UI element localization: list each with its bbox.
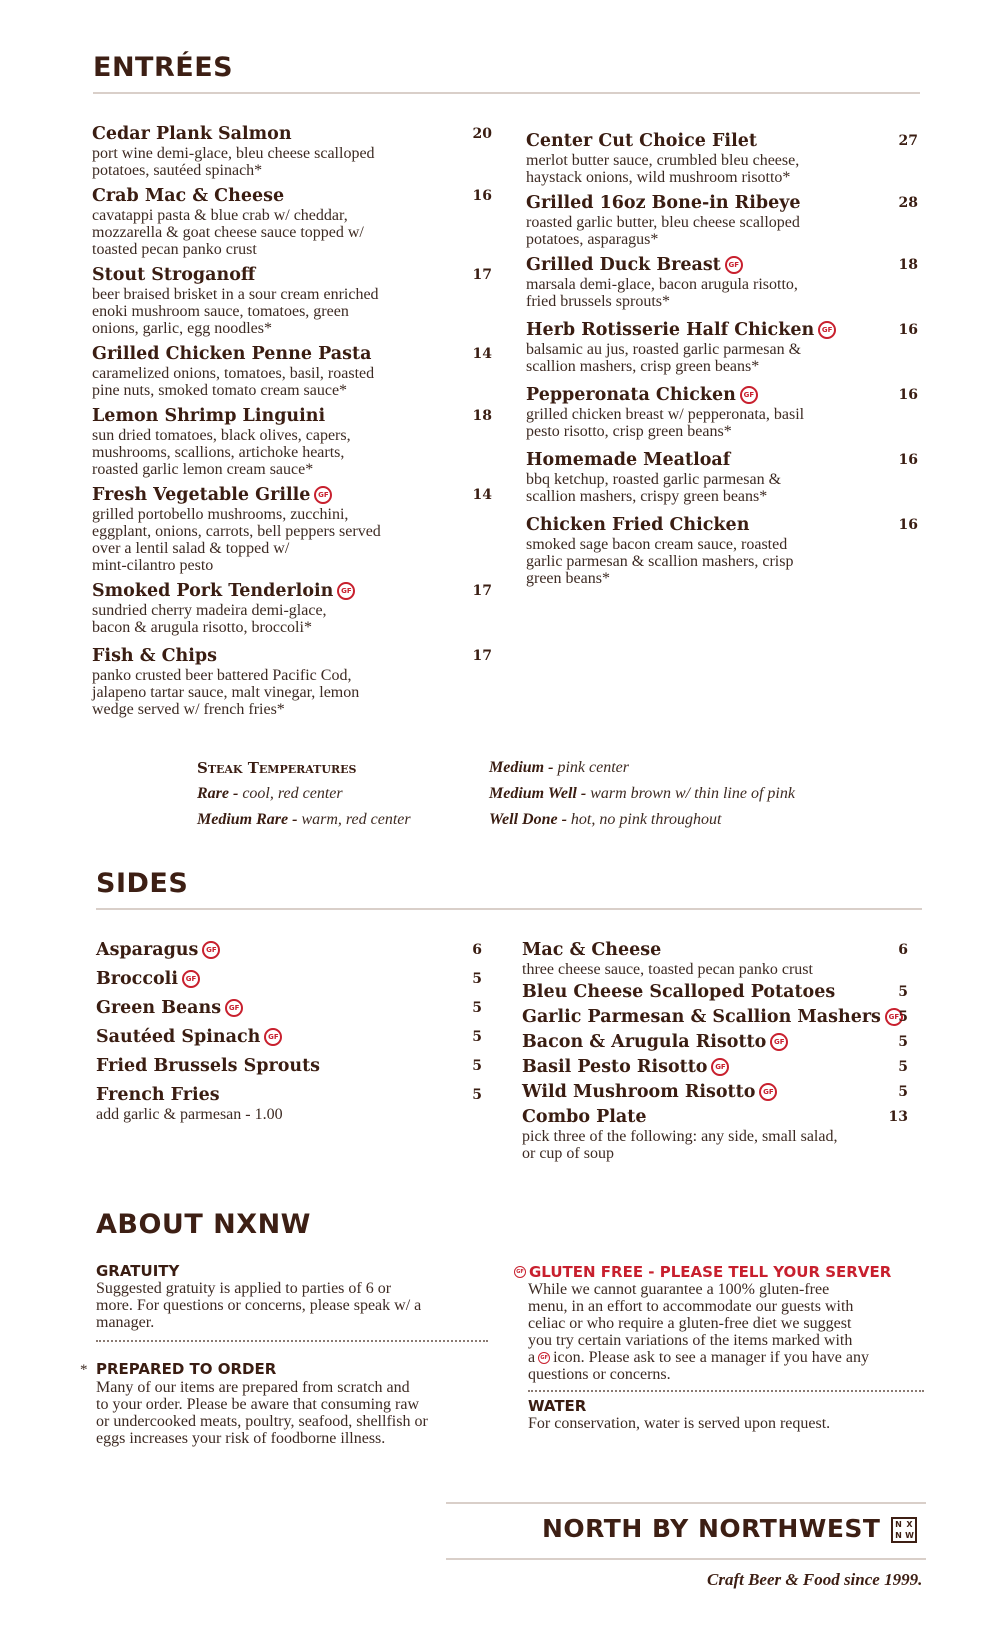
item-description: beer braised brisket in a sour cream enriched [92, 286, 379, 303]
item-description: mozzarella & goat cheese sauce topped w/ [92, 224, 364, 241]
prepared-text [96, 1379, 488, 1447]
item-name: Cedar Plank Salmon [92, 124, 292, 144]
item-description: scallion mashers, crispy green beans* [526, 488, 768, 505]
item-description: pine nuts, smoked tomato cream sauce* [92, 382, 348, 399]
item-price: 16 [472, 188, 492, 204]
item-name: Green Beans [96, 998, 222, 1018]
text-line: For conservation, water is served upon request. [528, 1415, 831, 1432]
text-line: manager. [96, 1314, 155, 1331]
gf-icon: GF [337, 582, 355, 600]
item-description: roasted garlic lemon cream sauce* [92, 461, 314, 478]
item-description: haystack onions, wild mushroom risotto* [526, 169, 791, 186]
item-price: 5 [472, 1058, 482, 1074]
sides-heading: SIDES [96, 868, 189, 899]
text-line: to your order. Please be aware that consuming raw [96, 1396, 420, 1413]
item-price: 28 [898, 195, 918, 211]
brand-rule-bottom [446, 1558, 926, 1560]
item-description: cavatappi pasta & blue crab w/ cheddar, [92, 207, 348, 224]
item-name: Basil Pesto Risotto [522, 1057, 708, 1077]
item-price: 5 [898, 1059, 908, 1075]
item-name: Sautéed Spinach [96, 1027, 261, 1047]
menu-item [522, 1007, 908, 1027]
temp-medium-well: Medium Well - warm brown w/ thin line of pink [489, 785, 795, 802]
item-description: mint-cilantro pesto [92, 557, 214, 574]
item-name: Herb Rotisserie Half Chicken [526, 320, 815, 340]
item-name: Garlic Parmesan & Scallion Mashers [522, 1007, 881, 1027]
gratuity-title: GRATUITY [96, 1262, 180, 1280]
item-price: 5 [898, 1009, 908, 1025]
item-description: eggplant, onions, carrots, bell peppers served [92, 523, 381, 540]
gluten-section [514, 1263, 924, 1432]
item-description: over a lentil salad & topped w/ [92, 540, 290, 557]
item-description: roasted garlic butter, bleu cheese scalloped [526, 214, 800, 231]
menu-item [522, 1082, 908, 1102]
about-heading: ABOUT NXNW [96, 1209, 311, 1240]
text-line: eggs increases your risk of foodborne illness. [96, 1430, 386, 1447]
item-description: jalapeno tartar sauce, malt vinegar, lemon [92, 684, 360, 701]
steak-temperatures-title: Steak Temperatures [197, 759, 357, 777]
menu-item [522, 1107, 908, 1162]
menu-item [526, 385, 918, 440]
item-price: 17 [472, 267, 492, 283]
item-name: Bleu Cheese Scalloped Potatoes [522, 982, 836, 1002]
item-description: caramelized onions, tomatoes, basil, roasted [92, 365, 375, 382]
text-line: more. For questions or concerns, please speak w/ a [96, 1297, 422, 1314]
gratuity-divider [96, 1340, 488, 1342]
item-price: 5 [472, 971, 482, 987]
item-price: 18 [472, 408, 492, 424]
item-name: Chicken Fried Chicken [526, 515, 750, 535]
item-price: 16 [898, 452, 918, 468]
item-price: 6 [472, 942, 482, 958]
item-description: balsamic au jus, roasted garlic parmesan & [526, 341, 802, 358]
menu-item [96, 1085, 482, 1123]
item-description: merlot butter sauce, crumbled bleu cheese, [526, 152, 800, 169]
menu-item [526, 193, 918, 248]
item-description: port wine demi-glace, bleu cheese scalloped [92, 145, 375, 162]
item-price: 13 [888, 1109, 908, 1125]
item-description: grilled portobello mushrooms, zucchini, [92, 506, 349, 523]
item-price: 16 [898, 322, 918, 338]
temp-rare: Rare - cool, red center [197, 785, 343, 802]
gluten-free-title: GLUTEN FREE - PLEASE TELL YOUR SERVER [529, 1263, 892, 1281]
gf-icon: GF [770, 1033, 788, 1051]
text-line: you try certain variations of the items marked with [528, 1332, 853, 1349]
item-name: Broccoli [96, 969, 178, 989]
menu-item [522, 1057, 908, 1077]
brand-rule-top [446, 1502, 926, 1504]
menu-item [92, 344, 492, 399]
item-price: 6 [898, 942, 908, 958]
temp-well-done: Well Done - hot, no pink throughout [489, 811, 722, 828]
gf-icon: GF [314, 486, 332, 504]
menu-item [526, 320, 918, 375]
gf-icon: GF [818, 321, 836, 339]
item-description: fried brussels sprouts* [526, 293, 670, 310]
menu-item [92, 265, 492, 337]
item-description: garlic parmesan & scallion mashers, crisp [526, 553, 794, 570]
item-name: Fish & Chips [92, 646, 218, 666]
menu-item [522, 1032, 908, 1052]
menu-item [92, 186, 492, 258]
item-price: 5 [472, 1087, 482, 1103]
text-line: menu, in an effort to accommodate our guests with [528, 1298, 854, 1315]
sides-left-column [96, 940, 482, 1123]
item-price: 17 [472, 583, 492, 599]
item-price: 17 [472, 648, 492, 664]
item-name: Lemon Shrimp Linguini [92, 406, 326, 426]
item-name: Fried Brussels Sprouts [96, 1056, 321, 1076]
item-name: Bacon & Arugula Risotto [522, 1032, 767, 1052]
item-name: Grilled Chicken Penne Pasta [92, 344, 372, 364]
text-line: or undercooked meats, poultry, seafood, shellfish or [96, 1413, 428, 1430]
item-name: Homemade Meatloaf [526, 450, 731, 470]
item-price: 18 [898, 257, 918, 273]
entrees-heading: ENTRÉES [93, 52, 234, 83]
menu-item [526, 515, 918, 587]
item-name: Fresh Vegetable Grille [92, 485, 311, 505]
prepared-title: PREPARED TO ORDER [96, 1360, 277, 1378]
menu-item [92, 581, 492, 636]
item-description: green beans* [526, 570, 610, 587]
menu-item [96, 1027, 482, 1047]
text-line: celiac or who require a gluten-free diet we suggest [528, 1315, 852, 1332]
item-description: potatoes, sautéed spinach* [92, 162, 263, 179]
gf-icon: GF [225, 999, 243, 1017]
text-line: Many of our items are prepared from scratch and [96, 1379, 410, 1396]
item-price: 5 [898, 1034, 908, 1050]
item-description: add garlic & parmesan - 1.00 [96, 1106, 283, 1123]
gluten-free-icon-line: a GF icon. Please ask to see a manager if you have any [528, 1349, 869, 1366]
item-name: Crab Mac & Cheese [92, 186, 285, 206]
item-name: Stout Stroganoff [92, 265, 256, 285]
text-line: While we cannot guarantee a 100% gluten-free [528, 1281, 830, 1298]
item-description: sun dried tomatoes, black olives, capers, [92, 427, 351, 444]
item-price: 20 [472, 126, 492, 142]
menu-item [526, 255, 918, 310]
menu-item [96, 940, 482, 960]
temp-medium-rare: Medium Rare - warm, red center [197, 811, 411, 828]
gratuity-section [96, 1262, 488, 1342]
item-description: marsala demi-glace, bacon arugula risotto, [526, 276, 798, 293]
menu-item [522, 940, 908, 978]
gluten-free-text [528, 1281, 924, 1349]
item-name: Asparagus [96, 940, 199, 960]
gf-icon: GF [711, 1058, 729, 1076]
gf-icon: GF [740, 386, 758, 404]
item-description: bbq ketchup, roasted garlic parmesan & [526, 471, 782, 488]
item-description: or cup of soup [522, 1145, 614, 1162]
menu-item [92, 124, 492, 179]
menu-item [526, 131, 918, 186]
nxnw-logo: N X N W [891, 1517, 917, 1543]
brand-tagline: Craft Beer & Food since 1999. [707, 1570, 923, 1589]
gluten-free-text-end: questions or concerns. [528, 1366, 671, 1383]
item-description: pesto risotto, crisp green beans* [526, 423, 732, 440]
item-price: 14 [472, 346, 492, 362]
entrees-left-column [92, 124, 492, 718]
item-name: Pepperonata Chicken [526, 385, 736, 405]
prepared-section [80, 1360, 488, 1447]
gf-icon: GF [264, 1028, 282, 1046]
item-name: Smoked Pork Tenderloin [92, 581, 334, 601]
menu-item [92, 646, 492, 718]
menu-item [522, 982, 908, 1002]
sides-rule [96, 908, 922, 910]
item-description: mushrooms, scallions, artichoke hearts, [92, 444, 345, 461]
item-description: enoki mushroom sauce, tomatoes, green [92, 303, 349, 320]
item-description: sundried cherry madeira demi-glace, [92, 602, 327, 619]
gf-icon: GF [202, 941, 220, 959]
item-price: 5 [898, 984, 908, 1000]
gf-icon: GF [759, 1083, 777, 1101]
item-name: French Fries [96, 1085, 220, 1105]
item-description: pick three of the following: any side, small salad, [522, 1128, 838, 1145]
item-name: Center Cut Choice Filet [526, 131, 757, 151]
menu-item [92, 485, 492, 574]
menu-item [96, 998, 482, 1018]
water-title: WATER [528, 1397, 587, 1415]
item-name: Wild Mushroom Risotto [522, 1082, 756, 1102]
item-description: onions, garlic, egg noodles* [92, 320, 272, 337]
item-description: wedge served w/ french fries* [92, 701, 285, 718]
menu-item [96, 1056, 482, 1076]
menu-item [96, 969, 482, 989]
item-description: panko crusted beer battered Pacific Cod, [92, 667, 352, 684]
item-price: 5 [898, 1084, 908, 1100]
item-name: Grilled Duck Breast [526, 255, 721, 275]
item-description: grilled chicken breast w/ pepperonata, basil [526, 406, 805, 423]
text-line: Suggested gratuity is applied to parties of 6 or [96, 1280, 392, 1297]
entrees-right-column [526, 131, 918, 587]
item-description: toasted pecan panko crust [92, 241, 257, 258]
item-name: Mac & Cheese [522, 940, 662, 960]
item-price: 14 [472, 487, 492, 503]
menu-item [92, 406, 492, 478]
item-name: Combo Plate [522, 1107, 647, 1127]
gf-icon: GF [538, 1352, 550, 1364]
gf-icon: GF [885, 1008, 903, 1026]
menu-item [526, 450, 918, 505]
gluten-divider [528, 1390, 924, 1392]
entrees-rule [93, 92, 920, 94]
item-description: potatoes, asparagus* [526, 231, 659, 248]
item-price: 16 [898, 517, 918, 533]
gf-icon: GF [725, 256, 743, 274]
brand-name: NORTH BY NORTHWEST [542, 1514, 881, 1543]
gf-icon: GF [182, 970, 200, 988]
item-description: three cheese sauce, toasted pecan panko crust [522, 961, 813, 978]
prepared-asterisk: * [80, 1362, 88, 1378]
gf-icon: GF [514, 1266, 526, 1278]
temp-medium: Medium - pink center [489, 759, 629, 776]
sides-right-column [522, 940, 908, 1162]
item-price: 16 [898, 387, 918, 403]
item-description: scallion mashers, crisp green beans* [526, 358, 760, 375]
item-description: bacon & arugula risotto, broccoli* [92, 619, 312, 636]
water-text [528, 1415, 924, 1432]
item-description: smoked sage bacon cream sauce, roasted [526, 536, 788, 553]
item-price: 5 [472, 1029, 482, 1045]
item-name: Grilled 16oz Bone-in Ribeye [526, 193, 801, 213]
item-price: 27 [898, 133, 918, 149]
gratuity-text [96, 1280, 488, 1331]
item-price: 5 [472, 1000, 482, 1016]
